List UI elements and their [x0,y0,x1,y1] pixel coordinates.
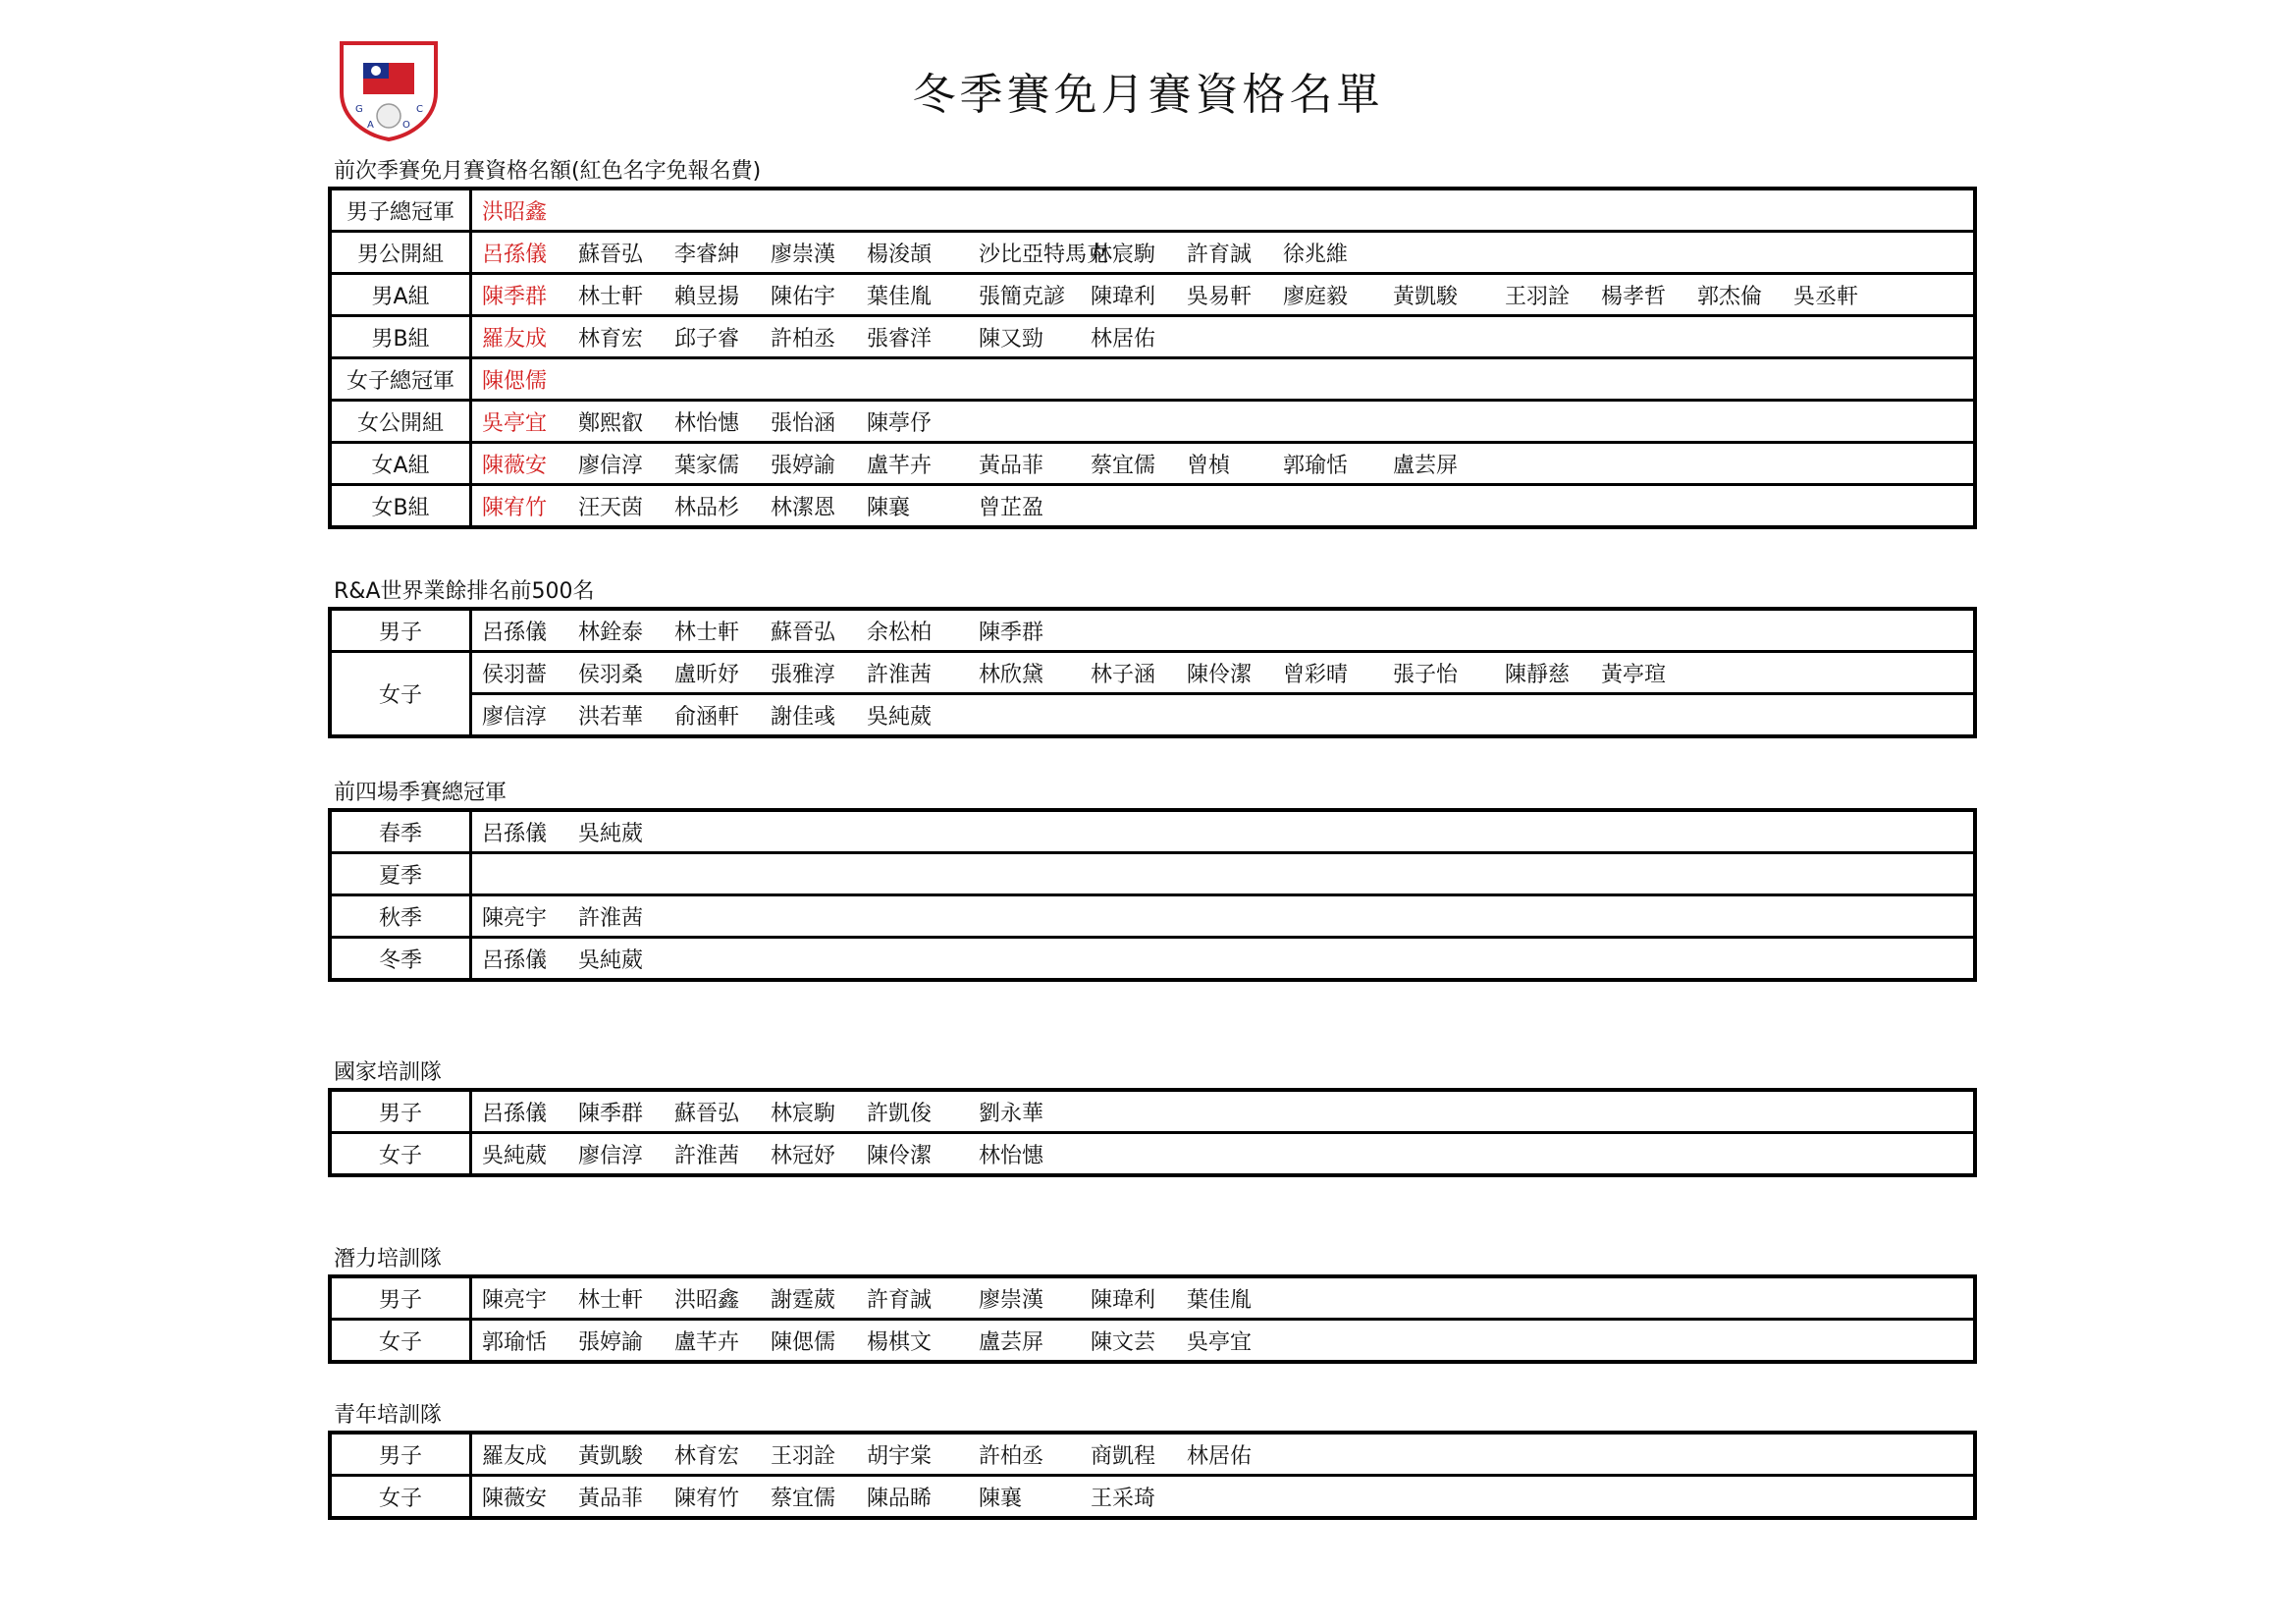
player-name: 林潔恩 [771,495,836,520]
section-2 [328,779,1977,982]
names-cell [471,401,1976,443]
player-name: 王羽詮 [771,1443,836,1469]
player-name: 黃品菲 [979,453,1044,478]
player-name: 林怡憓 [674,410,740,436]
player-name: 蘇晉弘 [674,1101,740,1126]
player-name: 林居佑 [1187,1443,1253,1469]
player-name: 余松柏 [867,620,933,645]
player-name: 廖信淳 [578,1143,644,1168]
section-heading: 潛力培訓隊 [334,1247,443,1272]
player-name: 郭瑜恬 [482,1329,548,1355]
player-name: 盧芸屏 [1393,453,1459,478]
section-heading: 前四場季賽總冠軍 [334,781,507,805]
category-cell: 女子總冠軍 [330,358,471,401]
player-name: 林怡憓 [979,1143,1044,1168]
player-name: 林品杉 [674,495,740,520]
player-name: 陳季群 [482,284,548,309]
category-cell: 男公開組 [330,232,471,274]
player-name: 俞涵軒 [674,704,740,730]
player-name: 陳靜慈 [1505,662,1571,687]
player-name: 陳偲儒 [482,368,548,394]
names-cell [471,810,1976,853]
section-heading: 國家培訓隊 [334,1060,443,1085]
player-name: 陳瑋利 [1091,284,1156,309]
qualification-table [328,607,1977,738]
player-name: 林居佑 [1091,326,1156,352]
player-name: 蔡宜儒 [1091,453,1156,478]
player-name: 張子怡 [1393,662,1459,687]
player-name: 廖崇漢 [979,1287,1044,1313]
player-name: 盧芊卉 [867,453,933,478]
player-name: 李睿紳 [674,242,740,267]
qualification-table [328,1431,1977,1520]
category-cell: 春季 [330,810,471,853]
table-row [330,853,1975,895]
player-name: 黃凱駿 [578,1443,644,1469]
player-name: 吳亭宜 [482,410,548,436]
category-cell: 男子 [330,1276,471,1320]
player-name: 洪昭鑫 [482,199,548,225]
player-name: 廖崇漢 [771,242,836,267]
player-name: 廖信淳 [482,704,548,730]
table-row [330,1276,1975,1320]
player-name: 劉永華 [979,1101,1044,1126]
player-name: 許淮茜 [674,1143,740,1168]
player-name: 陳宥竹 [482,495,548,520]
player-name: 張睿洋 [867,326,933,352]
player-name: 曾楨 [1187,453,1231,478]
table-row [330,694,1975,737]
category-cell: 男子 [330,1090,471,1133]
player-name: 曾芷盈 [979,495,1044,520]
player-name: 陳葶伃 [867,410,933,436]
section-heading: 前次季賽免月賽資格名額(紅色名字免報名費) [334,159,762,184]
section-1 [328,577,1977,738]
player-name: 吳純葳 [482,1143,548,1168]
player-name: 謝霆葳 [771,1287,836,1313]
player-name: 洪昭鑫 [674,1287,740,1313]
player-name: 羅友成 [482,326,548,352]
names-cell [471,1133,1976,1176]
table-row [330,895,1975,938]
player-name: 陳宥竹 [674,1486,740,1511]
player-name: 楊孝哲 [1601,284,1667,309]
category-cell: 女子 [330,652,471,737]
qualification-table [328,187,1977,529]
qualification-table [328,1274,1977,1364]
category-cell: 女子 [330,1320,471,1363]
names-cell [471,1476,1976,1519]
player-name: 陳薇安 [482,453,548,478]
category-cell: 男子總冠軍 [330,189,471,232]
table-row [330,1476,1975,1519]
player-name: 陳季群 [979,620,1044,645]
category-cell: 冬季 [330,938,471,981]
player-name: 陳又勁 [979,326,1044,352]
table-row [330,1133,1975,1176]
svg-text:A: A [367,120,374,131]
names-cell [471,652,1976,694]
section-5 [328,1401,1977,1520]
names-cell [471,1433,1976,1476]
names-cell [471,189,1976,232]
table-row [330,1090,1975,1133]
player-name: 汪天茵 [578,495,644,520]
category-cell: 男子 [330,609,471,652]
player-name: 許育誠 [867,1287,933,1313]
player-name: 林宸駒 [1091,242,1156,267]
player-name: 呂孫儀 [482,1101,548,1126]
table-row [330,443,1975,485]
player-name: 林育宏 [578,326,644,352]
section-0 [328,157,1977,529]
player-name: 許淮茜 [867,662,933,687]
player-name: 林冠妤 [771,1143,836,1168]
player-name: 許柏丞 [979,1443,1044,1469]
table-row [330,189,1975,232]
player-name: 胡宇棠 [867,1443,933,1469]
player-name: 張怡涵 [771,410,836,436]
player-name: 張婷諭 [771,453,836,478]
player-name: 葉家儒 [674,453,740,478]
svg-text:O: O [402,120,410,131]
names-cell [471,609,1976,652]
player-name: 盧芊卉 [674,1329,740,1355]
player-name: 陳佑宇 [771,284,836,309]
names-cell [471,1276,1976,1320]
player-name: 楊浚頡 [867,242,933,267]
category-cell: 夏季 [330,853,471,895]
player-name: 張婷諭 [578,1329,644,1355]
player-name: 陳亮宇 [482,905,548,931]
player-name: 吳丞軒 [1793,284,1859,309]
player-name: 葉佳胤 [867,284,933,309]
section-4 [328,1245,1977,1364]
player-name: 陳襄 [867,495,911,520]
player-name: 吳亭宜 [1187,1329,1253,1355]
table-row [330,232,1975,274]
category-cell: 秋季 [330,895,471,938]
player-name: 林士軒 [578,284,644,309]
player-name: 呂孫儀 [482,620,548,645]
player-name: 林士軒 [674,620,740,645]
player-name: 許柏丞 [771,326,836,352]
player-name: 陳亮宇 [482,1287,548,1313]
names-cell [471,1320,1976,1363]
table-row [330,938,1975,981]
player-name: 洪若華 [578,704,644,730]
player-name: 羅友成 [482,1443,548,1469]
player-name: 陳文芸 [1091,1329,1156,1355]
player-name: 郭杰倫 [1697,284,1763,309]
table-row [330,1320,1975,1363]
section-heading: R&A世界業餘排名前500名 [334,579,595,604]
player-name: 陳瑋利 [1091,1287,1156,1313]
player-name: 呂孫儀 [482,947,548,973]
page-title: 冬季賽免月賽資格名單 [912,70,1384,120]
player-name: 林欣黛 [979,662,1044,687]
table-row [330,1433,1975,1476]
player-name: 陳薇安 [482,1486,548,1511]
table-row [330,485,1975,528]
category-cell: 女子 [330,1133,471,1176]
qualification-table [328,808,1977,982]
names-cell [471,1090,1976,1133]
table-row [330,401,1975,443]
svg-text:C: C [416,104,423,115]
svg-text:G: G [355,104,363,115]
player-name: 盧昕妤 [674,662,740,687]
names-cell [471,232,1976,274]
names-cell [471,443,1976,485]
table-row [330,810,1975,853]
player-name: 黃凱駿 [1393,284,1459,309]
player-name: 吳易軒 [1187,284,1253,309]
player-name: 黃品菲 [578,1486,644,1511]
category-cell: 男B組 [330,316,471,358]
player-name: 吳純葳 [578,947,644,973]
player-name: 陳伶潔 [867,1143,933,1168]
table-row [330,274,1975,316]
player-name: 葉佳胤 [1187,1287,1253,1313]
category-cell: 男子 [330,1433,471,1476]
table-row [330,358,1975,401]
player-name: 賴昱揚 [674,284,740,309]
player-name: 鄭熙叡 [578,410,644,436]
player-name: 盧芸屏 [979,1329,1044,1355]
section-heading: 青年培訓隊 [334,1403,443,1428]
names-cell [471,938,1976,981]
player-name: 林子涵 [1091,662,1156,687]
player-name: 蘇晉弘 [771,620,836,645]
player-name: 吳純葳 [578,821,644,846]
player-name: 張簡克諺 [979,284,1066,309]
player-name: 廖信淳 [578,453,644,478]
player-name: 林士軒 [578,1287,644,1313]
player-name: 廖庭毅 [1283,284,1349,309]
player-name: 侯羽薔 [482,662,548,687]
qualification-table [328,1088,1977,1177]
names-cell [471,358,1976,401]
player-name: 吳純葳 [867,704,933,730]
player-name: 謝佳彧 [771,704,836,730]
player-name: 邱子睿 [674,326,740,352]
names-cell [471,895,1976,938]
section-3 [328,1058,1977,1177]
category-cell: 女子 [330,1476,471,1519]
player-name: 林銓泰 [578,620,644,645]
player-name: 侯羽桑 [578,662,644,687]
player-name: 陳襄 [979,1486,1023,1511]
table-row [330,652,1975,694]
player-name: 商凱程 [1091,1443,1156,1469]
player-name: 林育宏 [674,1443,740,1469]
player-name: 徐兆維 [1283,242,1349,267]
player-name: 陳伶潔 [1187,662,1253,687]
names-cell [471,694,1976,737]
player-name: 陳季群 [578,1101,644,1126]
player-name: 王羽詮 [1505,284,1571,309]
player-name: 許凱俊 [867,1101,933,1126]
player-name: 林宸駒 [771,1101,836,1126]
names-cell [471,485,1976,528]
category-cell: 女A組 [330,443,471,485]
names-cell [471,274,1976,316]
table-row [330,609,1975,652]
player-name: 呂孫儀 [482,242,548,267]
table-row [330,316,1975,358]
player-name: 曾彩晴 [1283,662,1349,687]
category-cell: 男A組 [330,274,471,316]
player-name: 楊棋文 [867,1329,933,1355]
player-name: 許育誠 [1187,242,1253,267]
player-name: 呂孫儀 [482,821,548,846]
player-name: 許淮茜 [578,905,644,931]
player-name: 沙比亞特馬克 [979,242,1109,267]
player-name: 郭瑜恬 [1283,453,1349,478]
names-cell [471,316,1976,358]
player-name: 黃亭瑄 [1601,662,1667,687]
player-name: 陳偲儒 [771,1329,836,1355]
player-name: 張雅淳 [771,662,836,687]
category-cell: 女B組 [330,485,471,528]
player-name: 蘇晉弘 [578,242,644,267]
player-name: 王采琦 [1091,1486,1156,1511]
category-cell: 女公開組 [330,401,471,443]
player-name: 蔡宜儒 [771,1486,836,1511]
names-cell [471,853,1976,895]
player-name: 陳品睎 [867,1486,933,1511]
